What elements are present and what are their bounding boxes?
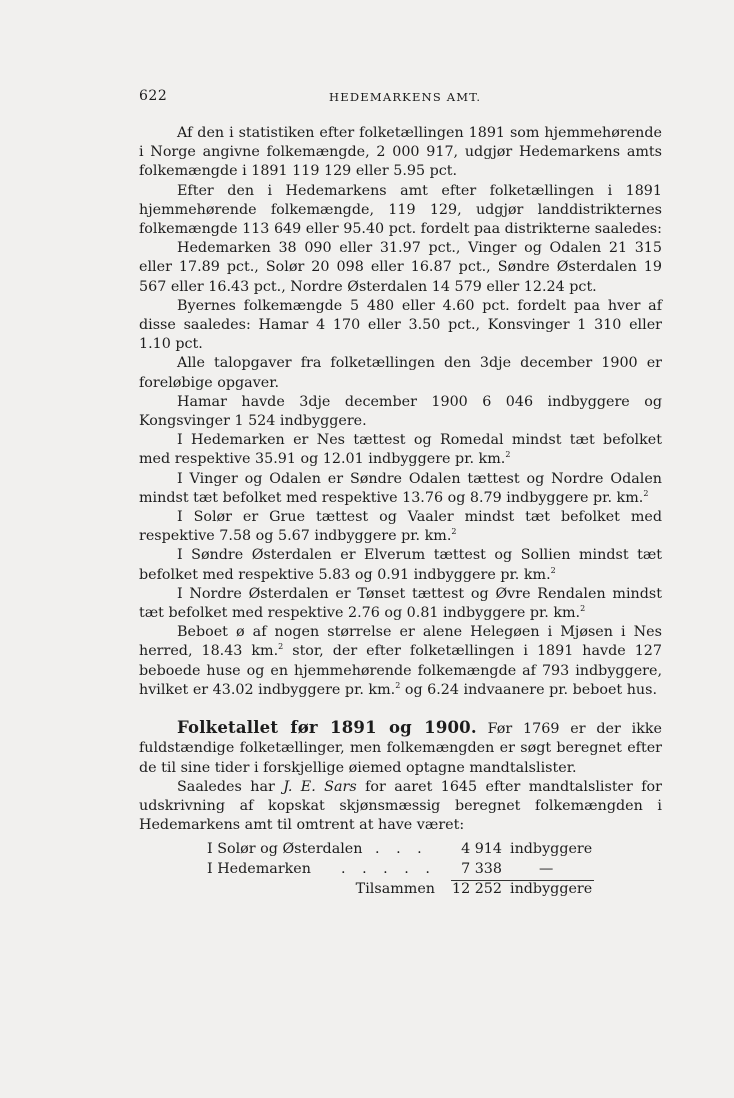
paragraph: Hamar havde 3dje december 1900 6 046 indbyggere og Kongsvinger 1 524 indbyggere. [139, 393, 662, 430]
paragraph: Hedemarken 38 090 eller 31.97 pct., Vinger og Odalen 21 315 eller 17.89 pct., Solør 20 098 eller 16.87 pct., Søndre Østerdalen 19 567 eller 16.43 pct., Nordre Østerdalen 14 579 eller 12.24 pct. [139, 240, 662, 295]
section-heading: Folketallet før 1891 og 1900. [177, 718, 477, 738]
paragraph: I Vinger og Odalen er Søndre Odalen tættest og Nordre Odalen mindst tæt befolket med respektive 13.76 og 8.79 indbyggere pr. km.$^2$ [139, 470, 662, 506]
body-text [139, 124, 662, 899]
section-paragraph: Folketallet før 1891 og 1900. Før 1769 er der ikke fuldstændige folketællinger, men folkemængden er søgt beregnet efter de til sine tider i forskjellige øiemed optagne mandtalslister. [139, 718, 662, 776]
paragraph: Beboet ø af nogen størrelse er alene Helegøen i Mjøsen i Nes herred, 18.43 km.$^2$ stor, der efter folketællingen i 1891 havde 127 beboede huse og en hjemmehørende folkemængde af 793 indbyggere, hvilket er 43.02 indbyggere pr. km.$^2$ og 6.24 indvaanere pr. beboet hus. [139, 624, 662, 698]
superscript: 2 [278, 642, 284, 652]
paragraph: Efter den i Hedemarkens amt efter folketællingen i 1891 hjemmehørende folkemængde, 119 129, udgjør landdistrikternes folkemængde 113 649 eller 95.40 pct. fordelt paa distrikterne saaledes: [139, 182, 662, 238]
row-label: I Solør og Østerdalen [207, 841, 363, 858]
table-row [139, 839, 662, 859]
total-label: Tilsammen [355, 881, 435, 898]
row-unit: indbyggere [510, 841, 593, 858]
page-number: 622 [139, 88, 168, 104]
leader-dots: . . . [375, 841, 428, 858]
ditto-mark: — [539, 861, 554, 878]
paragraph: I Nordre Østerdalen er Tønset tættest og Øvre Rendalen mindst tæt befolket med respektive 2.76 og 0.81 indbyggere pr. km.$^2$ [139, 585, 662, 622]
paragraph: Af den i statistiken efter folketællingen 1891 som hjemmehørende i Norge angivne folkemængde, 2 000 917, udgjør Hedemarkens amts folkemængde i 1891 119 129 eller 5.95 pct. [139, 125, 662, 180]
paragraph: I Solør er Grue tættest og Vaaler mindst tæt befolket med respektive 7.58 og 5.67 indbyggere pr. km.$^2$ [139, 509, 662, 545]
superscript: 2 [643, 488, 649, 498]
author-name: J. E. Sars [283, 778, 357, 795]
superscript: 2 [505, 450, 511, 460]
running-title: HEDEMARKENS AMT. [329, 90, 482, 104]
row-value: 4 914 [461, 841, 502, 858]
row-value: 7 338 [461, 861, 502, 878]
paragraph: Saaledes har J. E. Sars for aaret 1645 efter mandtalslister for udskrivning af kopskat skjønsmæssig beregnet folkemængden i Hedemarkens amt til omtrent at have været: [139, 778, 662, 834]
paragraph: Alle talopgaver fra folketællingen den 3dje december 1900 er foreløbige opgaver. [139, 355, 662, 391]
superscript: 2 [451, 527, 457, 537]
superscript: 2 [395, 680, 401, 690]
total-unit: indbyggere [510, 881, 593, 898]
section-gap [139, 700, 662, 718]
paragraph: Byernes folkemængde 5 480 eller 4.60 pct. fordelt paa hver af disse saaledes: Hamar 4 170 eller 3.50 pct., Konsvinger 1 310 eller 1.10 pct. [139, 297, 662, 353]
table-row [139, 859, 662, 879]
row-label: I Hedemarken [207, 861, 311, 878]
superscript: 2 [550, 565, 556, 575]
population-table [139, 839, 662, 899]
superscript: 2 [580, 604, 586, 614]
page-header [139, 88, 662, 108]
paragraph: I Hedemarken er Nes tættest og Romedal mindst tæt befolket med respektive 35.91 og 12.01 indbyggere pr. km.$^2$ [139, 432, 662, 468]
table-total-row [139, 879, 662, 899]
leader-dots: . . . . . [341, 861, 436, 878]
paragraph: I Søndre Østerdalen er Elverum tættest og Sollien mindst tæt befolket med respektive 5.83 og 0.91 indbyggere pr. km.$^2$ [139, 547, 662, 583]
total-value: 12 252 [451, 881, 502, 898]
